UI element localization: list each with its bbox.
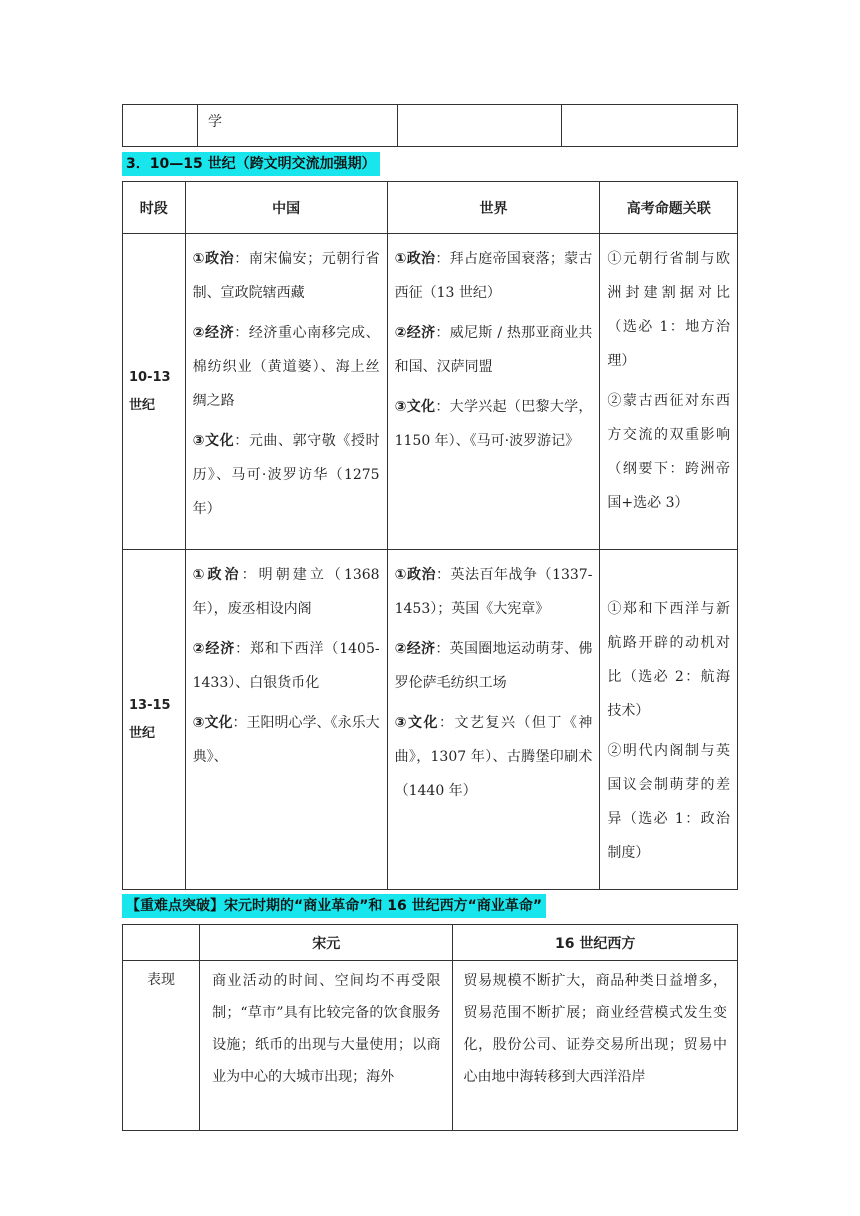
row1-exam-item-1: ①元朝行省制与欧洲封建割据对比（选必 1：地方治理） (607, 251, 730, 369)
row2-exam-item-2: ②明代内阁制与英国议会制萌芽的差异（选必 1：政治制度） (607, 743, 730, 861)
row1-exam (600, 234, 738, 550)
row1-china-politics-label: ①政治 (192, 251, 235, 267)
row2-china-culture-label: ③文化 (192, 715, 233, 731)
focus-heading-text: 【重难点突破】宋元时期的“商业革命”和 16 世纪西方“商业革命” (126, 898, 543, 914)
row1-world-culture-text: ：大学兴起（巴黎大学，1150 年）、《马可·波罗游记》 (394, 399, 593, 449)
row1-china-culture-label: ③文化 (192, 433, 235, 449)
focus-song-yuan-text: 商业活动的时间、空间均不再受限制；“草市”具有比较完备的饮食服务设施；纸币的出现与大量使用；以商业为中心的大城市出现；海外 (212, 973, 441, 1085)
section-3-table (122, 181, 738, 890)
top-table (122, 104, 738, 147)
header-exam-text: 高考命题关联 (626, 200, 711, 217)
row2-world-economy-label: ②经济 (394, 641, 436, 657)
row2-world-politics-label: ①政治 (394, 567, 436, 583)
section-3-heading-text: 3．10—15 世纪（跨文明交流加强期） (126, 156, 376, 172)
row2-period (123, 550, 186, 890)
header-china (185, 182, 387, 234)
row2-china-economy-text: ：郑和下西洋（1405-1433）、白银货币化 (192, 641, 380, 691)
row2-world (387, 550, 600, 890)
focus-header-west (453, 925, 738, 961)
row2-world-economy-text: ：英国圈地运动萌芽、佛罗伦萨毛纺织工场 (394, 641, 593, 691)
row1-exam-item-2: ②蒙古西征对东西方交流的双重影响（纲要下：跨洲帝国+选必 3） (607, 393, 730, 511)
focus-header-blank (123, 925, 200, 961)
focus-header-west-text: 16 世纪西方 (555, 935, 636, 952)
top-cell-4 (562, 105, 738, 147)
header-period-text: 时段 (139, 200, 168, 217)
row2-china (185, 550, 387, 890)
row2-china-politics-label: ①政治 (192, 567, 242, 583)
focus-header-song-yuan-text: 宋元 (312, 935, 341, 952)
header-period (123, 182, 186, 234)
section-3-heading (122, 152, 380, 176)
header-world (387, 182, 600, 234)
row2-world-politics-text: ：英法百年战争（1337-1453）；英国《大宪章》 (394, 567, 593, 617)
row2-china-economy-label: ②经济 (192, 641, 236, 657)
row1-world-economy-label: ②经济 (394, 325, 436, 341)
row2-world-culture-label: ③文化 (394, 715, 439, 731)
header-exam (600, 182, 738, 234)
row1-world-economy-text: ：威尼斯 / 热那亚商业共和国、汉萨同盟 (394, 325, 593, 375)
focus-row-label (123, 961, 200, 1131)
focus-header-song-yuan (200, 925, 453, 961)
focus-west-cell (453, 961, 738, 1131)
header-china-text: 中国 (272, 200, 301, 217)
top-cell-3 (398, 105, 562, 147)
row1-world (387, 234, 600, 550)
focus-row-label-text: 表现 (147, 972, 176, 988)
row2-china-politics-text: ：明朝建立（1368 年），废丞相设内阁 (192, 567, 380, 617)
row1-china (185, 234, 387, 550)
row2-world-culture-text: ：文艺复兴（但丁《神曲》，1307 年）、古腾堡印刷术（1440 年） (394, 715, 593, 799)
row2-period-text: 13-15 世纪 (129, 697, 171, 741)
top-cell-2-text: 学 (207, 114, 222, 130)
top-cell-2 (197, 105, 397, 147)
row1-world-culture-label: ③文化 (394, 399, 436, 415)
row1-china-politics-text: ：南宋偏安；元朝行省制、宣政院辖西藏 (192, 251, 380, 301)
row2-exam (600, 550, 738, 890)
row1-china-culture-text: ：元曲、郭守敬《授时历》、马可·波罗访华（1275 年） (192, 433, 380, 517)
row1-world-politics-label: ①政治 (394, 251, 436, 267)
focus-table (122, 924, 738, 1131)
focus-heading (122, 894, 546, 918)
row1-period-text: 10-13 世纪 (129, 369, 171, 413)
row2-china-culture-text: ：王阳明心学、《永乐大典》、 (192, 715, 380, 765)
row1-china-economy-label: ②经济 (192, 325, 235, 341)
top-cell-1 (123, 105, 198, 147)
row1-world-politics-text: ：拜占庭帝国衰落；蒙古西征（13 世纪） (394, 251, 593, 301)
row1-china-economy-text: ：经济重心南移完成、棉纺织业（黄道婆）、海上丝绸之路 (192, 325, 380, 409)
header-world-text: 世界 (479, 200, 508, 217)
row2-exam-item-1: ①郑和下西洋与新航路开辟的动机对比（选必 2：航海技术） (607, 601, 730, 719)
focus-song-yuan-cell (200, 961, 453, 1131)
row1-period (123, 234, 186, 550)
focus-west-text: 贸易规模不断扩大，商品种类日益增多，贸易范围不断扩展；商业经营模式发生变化，股份公司、证券交易所出现；贸易中心由地中海转移到大西洋沿岸 (463, 973, 727, 1085)
